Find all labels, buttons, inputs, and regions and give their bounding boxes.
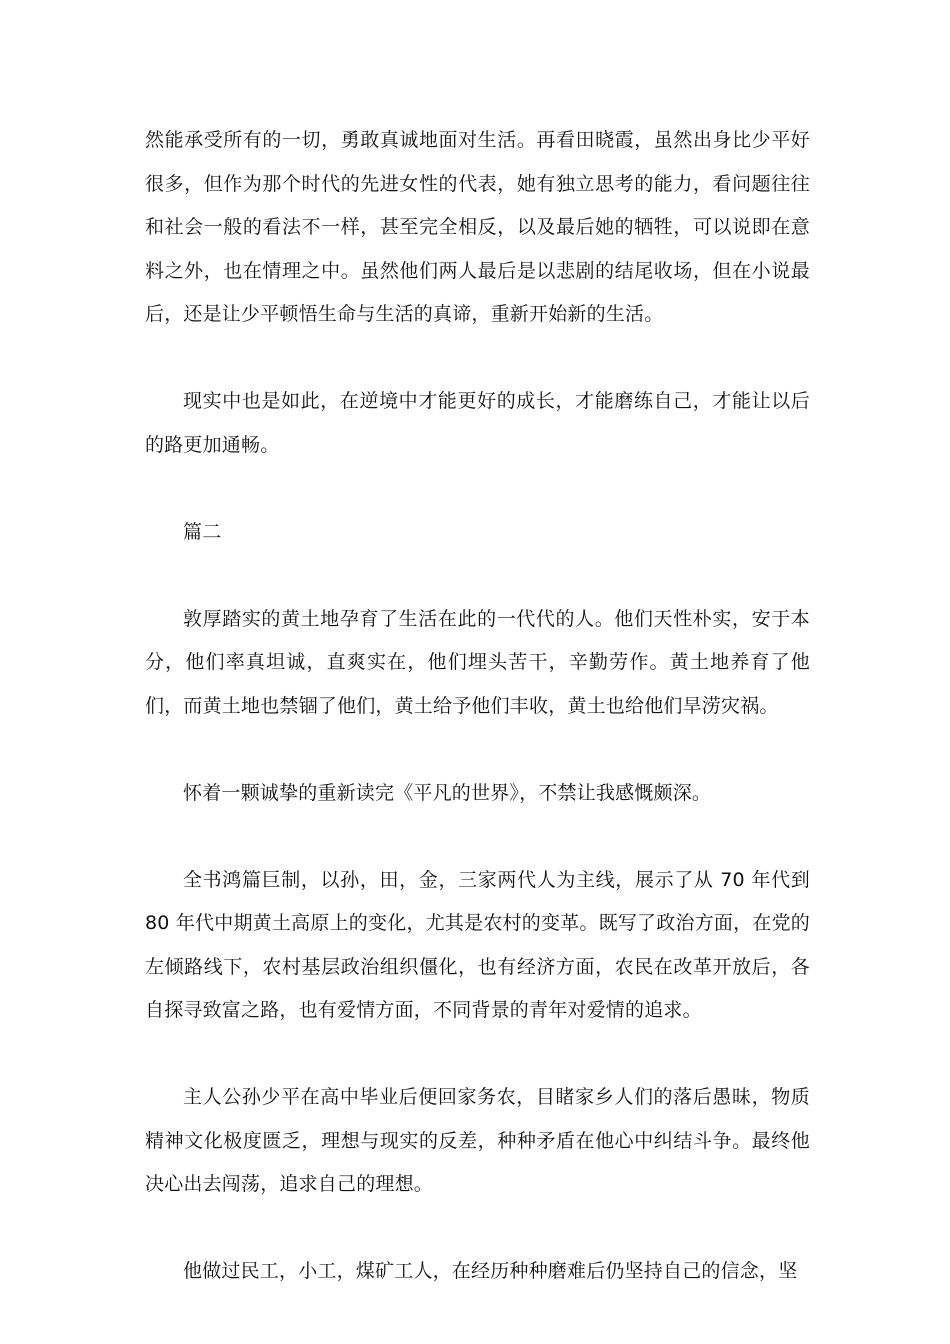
paragraph-gap: [145, 728, 810, 772]
paragraph-2: 现实中也是如此，在逆境中才能更好的成长，才能磨练自己，才能让以后的路更加通畅。: [145, 390, 810, 456]
paragraph-3: 敦厚踏实的黄土地孕育了生活在此的一代代的人。他们天性朴实，安于本分，他们率真坦诚，直爽实在，他们埋头苦干，辛勤劳作。黄土地养育了他们，而黄土地也禁锢了他们，黄土给予他们丰收，黄土也给他们旱涝灾祸。: [145, 607, 810, 717]
paragraph-gap: [145, 337, 810, 381]
paragraph-gap: [145, 467, 810, 511]
paragraph-gap: [145, 1033, 810, 1077]
section-heading: 篇二: [183, 520, 222, 543]
paragraph-gap: [145, 815, 810, 859]
paragraph-6: 主人公孙少平在高中毕业后便回家务农，目睹家乡人们的落后愚昧，物质精神文化极度匮乏，理想与现实的反差，种种矛盾在他心中纠结斗争。最终他决心出去闯荡，追求自己的理想。: [145, 1086, 810, 1195]
paragraph-5: 全书鸿篇巨制，以孙，田，金，三家两代人为主线，展示了从 70 年代到 80 年代中期黄土高原上的变化，尤其是农村的变革。既写了政治方面，在党的左倾路线下，农村基层政治组织僵化，也有经济方面，农民在改革开放后，各自探寻致富之路，也有爱情方面，不同背景的青年对爱情的追求。: [145, 868, 810, 1021]
document-body: [145, 119, 810, 1294]
paragraph-gap: [145, 1207, 810, 1251]
paragraph-gap: [145, 554, 810, 598]
paragraph-4: 怀着一颗诚挚的重新读完《平凡的世界》，不禁让我感慨颇深。: [183, 781, 712, 804]
paragraph-1: 然能承受所有的一切，勇敢真诚地面对生活。再看田晓霞，虽然出身比少平好很多，但作为那个时代的先进女性的代表，她有独立思考的能力，看问题往往和社会一般的看法不一样，甚至完全相反，以及最后她的牺牲，可以说即在意料之外，也在情理之中。虽然他们两人最后是以悲剧的结尾收场，但在小说最后，还是让少平顿悟生命与生活的真谛，重新开始新的生活。: [145, 129, 810, 325]
paragraph-7: 他做过民工，小工，煤矿工人，在经历种种磨难后仍坚持自己的信念，坚: [183, 1260, 798, 1282]
